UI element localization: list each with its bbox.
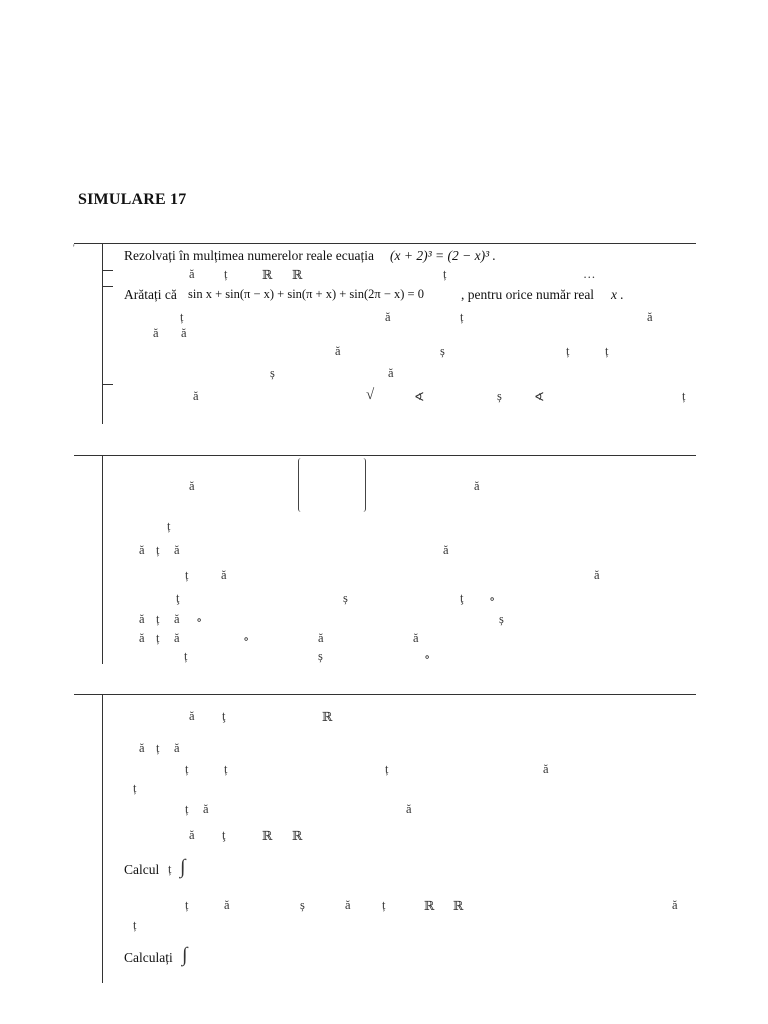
fragment: ă: [672, 898, 678, 912]
fragment: ℝ: [424, 899, 435, 913]
fragment: ă: [385, 310, 391, 324]
fragment: ș: [318, 649, 323, 663]
fragment: ț: [224, 267, 228, 281]
exercise-1-text: Rezolvați în mulțimea numerelor reale ecuația: [124, 248, 375, 263]
fragment: ţ: [222, 709, 226, 723]
exercise-3-variable: x .: [611, 287, 624, 302]
sqrt-symbol: √: [366, 387, 375, 403]
fragment: ț: [156, 741, 160, 755]
fragment: ţ: [176, 591, 180, 605]
fragment: ț: [605, 344, 609, 358]
section-3-margin-line: [102, 695, 103, 983]
angle-symbol: ∢: [534, 390, 545, 404]
fragment: ă: [594, 568, 600, 582]
section-1-tick-3: [102, 384, 113, 385]
compose-symbol: ∘: [424, 650, 431, 664]
fragment: ă: [174, 741, 180, 755]
fragment: ă: [335, 344, 341, 358]
fragment: ℝ: [292, 268, 303, 282]
exercise-3-text-b: , pentru orice număr real: [461, 287, 595, 302]
fragment: ș: [440, 344, 445, 358]
fragment: ă: [443, 543, 449, 557]
fragment: ș: [499, 612, 504, 626]
fragment: ă: [181, 326, 187, 340]
fragment: ă: [139, 631, 145, 645]
exercise-3-text: Arătați că: [124, 287, 177, 302]
exercise-calcul-text: Calcul: [124, 862, 160, 877]
fragment: ț: [385, 762, 389, 776]
fragment: ℝ: [262, 268, 273, 282]
fragment: ț: [156, 612, 160, 626]
fragment: ă: [139, 543, 145, 557]
fragment: ă: [406, 802, 412, 816]
fragment: ă: [318, 631, 324, 645]
fragment: ă: [345, 898, 351, 912]
fragment: ă: [221, 568, 227, 582]
fragment: ă: [224, 898, 230, 912]
fragment: ț: [133, 781, 137, 795]
fragment: ă: [174, 631, 180, 645]
page-title: SIMULARE 17: [78, 191, 187, 208]
fragment: ă: [139, 612, 145, 626]
fragment: ț: [566, 344, 570, 358]
fragment: ă: [388, 366, 394, 380]
compose-symbol: ∘: [243, 632, 250, 646]
fragment: ă: [189, 479, 195, 493]
exercise-1-equation: (x + 2)³ = (2 − x)³ .: [390, 248, 496, 263]
fragment: ă: [413, 631, 419, 645]
fragment: ţ: [460, 591, 464, 605]
section-1-tick-2: [102, 286, 113, 287]
fragment: ă: [474, 479, 480, 493]
fragment: ă: [189, 828, 195, 842]
fragment: ș: [300, 898, 305, 912]
integral-symbol: ∫: [180, 856, 186, 878]
fragment: ℝ: [292, 829, 303, 843]
section-1-tick-1: [102, 270, 113, 271]
fragment: ț: [180, 310, 184, 324]
fragment: ț: [133, 918, 137, 932]
compose-symbol: ∘: [196, 613, 203, 627]
fragment: ț: [185, 898, 189, 912]
section-1-top-rule: [74, 243, 696, 244]
section-1-margin-line: [102, 244, 103, 424]
fragment: ă: [189, 267, 195, 281]
section-2-top-rule: [74, 455, 696, 456]
fragment: ţ: [222, 828, 226, 842]
fragment: ț: [682, 389, 686, 403]
fragment: ț: [156, 543, 160, 557]
exercise-calculati-text: Calculați: [124, 950, 173, 965]
section-2-margin-line: [102, 456, 103, 664]
fragment: ă: [193, 389, 199, 403]
fragment: ă: [174, 612, 180, 626]
section-1-mark: ': [73, 243, 75, 253]
angle-symbol: ∢: [414, 390, 425, 404]
fragment: ț: [382, 898, 386, 912]
fragment: ț: [156, 631, 160, 645]
fragment: ș: [343, 591, 348, 605]
fragment: ă: [174, 543, 180, 557]
section-3-top-rule: [74, 694, 696, 695]
fragment: ș: [270, 366, 275, 380]
fragment: ț: [224, 762, 228, 776]
fragment: ț: [185, 762, 189, 776]
fragment: ț: [460, 310, 464, 324]
fragment: ℝ: [262, 829, 273, 843]
fragment: ă: [647, 310, 653, 324]
fragment: ț: [185, 802, 189, 816]
fragment: …: [583, 267, 596, 281]
fragment: ă: [189, 709, 195, 723]
integral-symbol: ∫: [182, 944, 188, 966]
fragment: ă: [153, 326, 159, 340]
fragment: ℝ: [453, 899, 464, 913]
fragment: ș: [497, 389, 502, 403]
fragment: ă: [543, 762, 549, 776]
fragment: ț: [167, 519, 171, 533]
fragment: ț: [185, 568, 189, 582]
fragment: ă: [203, 802, 209, 816]
matrix-brackets: [298, 458, 366, 512]
exercise-3-equation: sin x + sin(π − x) + sin(π + x) + sin(2π − x) = 0: [188, 287, 424, 301]
fragment: ℝ: [322, 710, 333, 724]
fragment: ț: [443, 267, 447, 281]
fragment: ă: [139, 741, 145, 755]
compose-symbol: ∘: [489, 592, 496, 606]
fragment: ț: [184, 649, 188, 663]
fragment: ț: [168, 862, 172, 876]
